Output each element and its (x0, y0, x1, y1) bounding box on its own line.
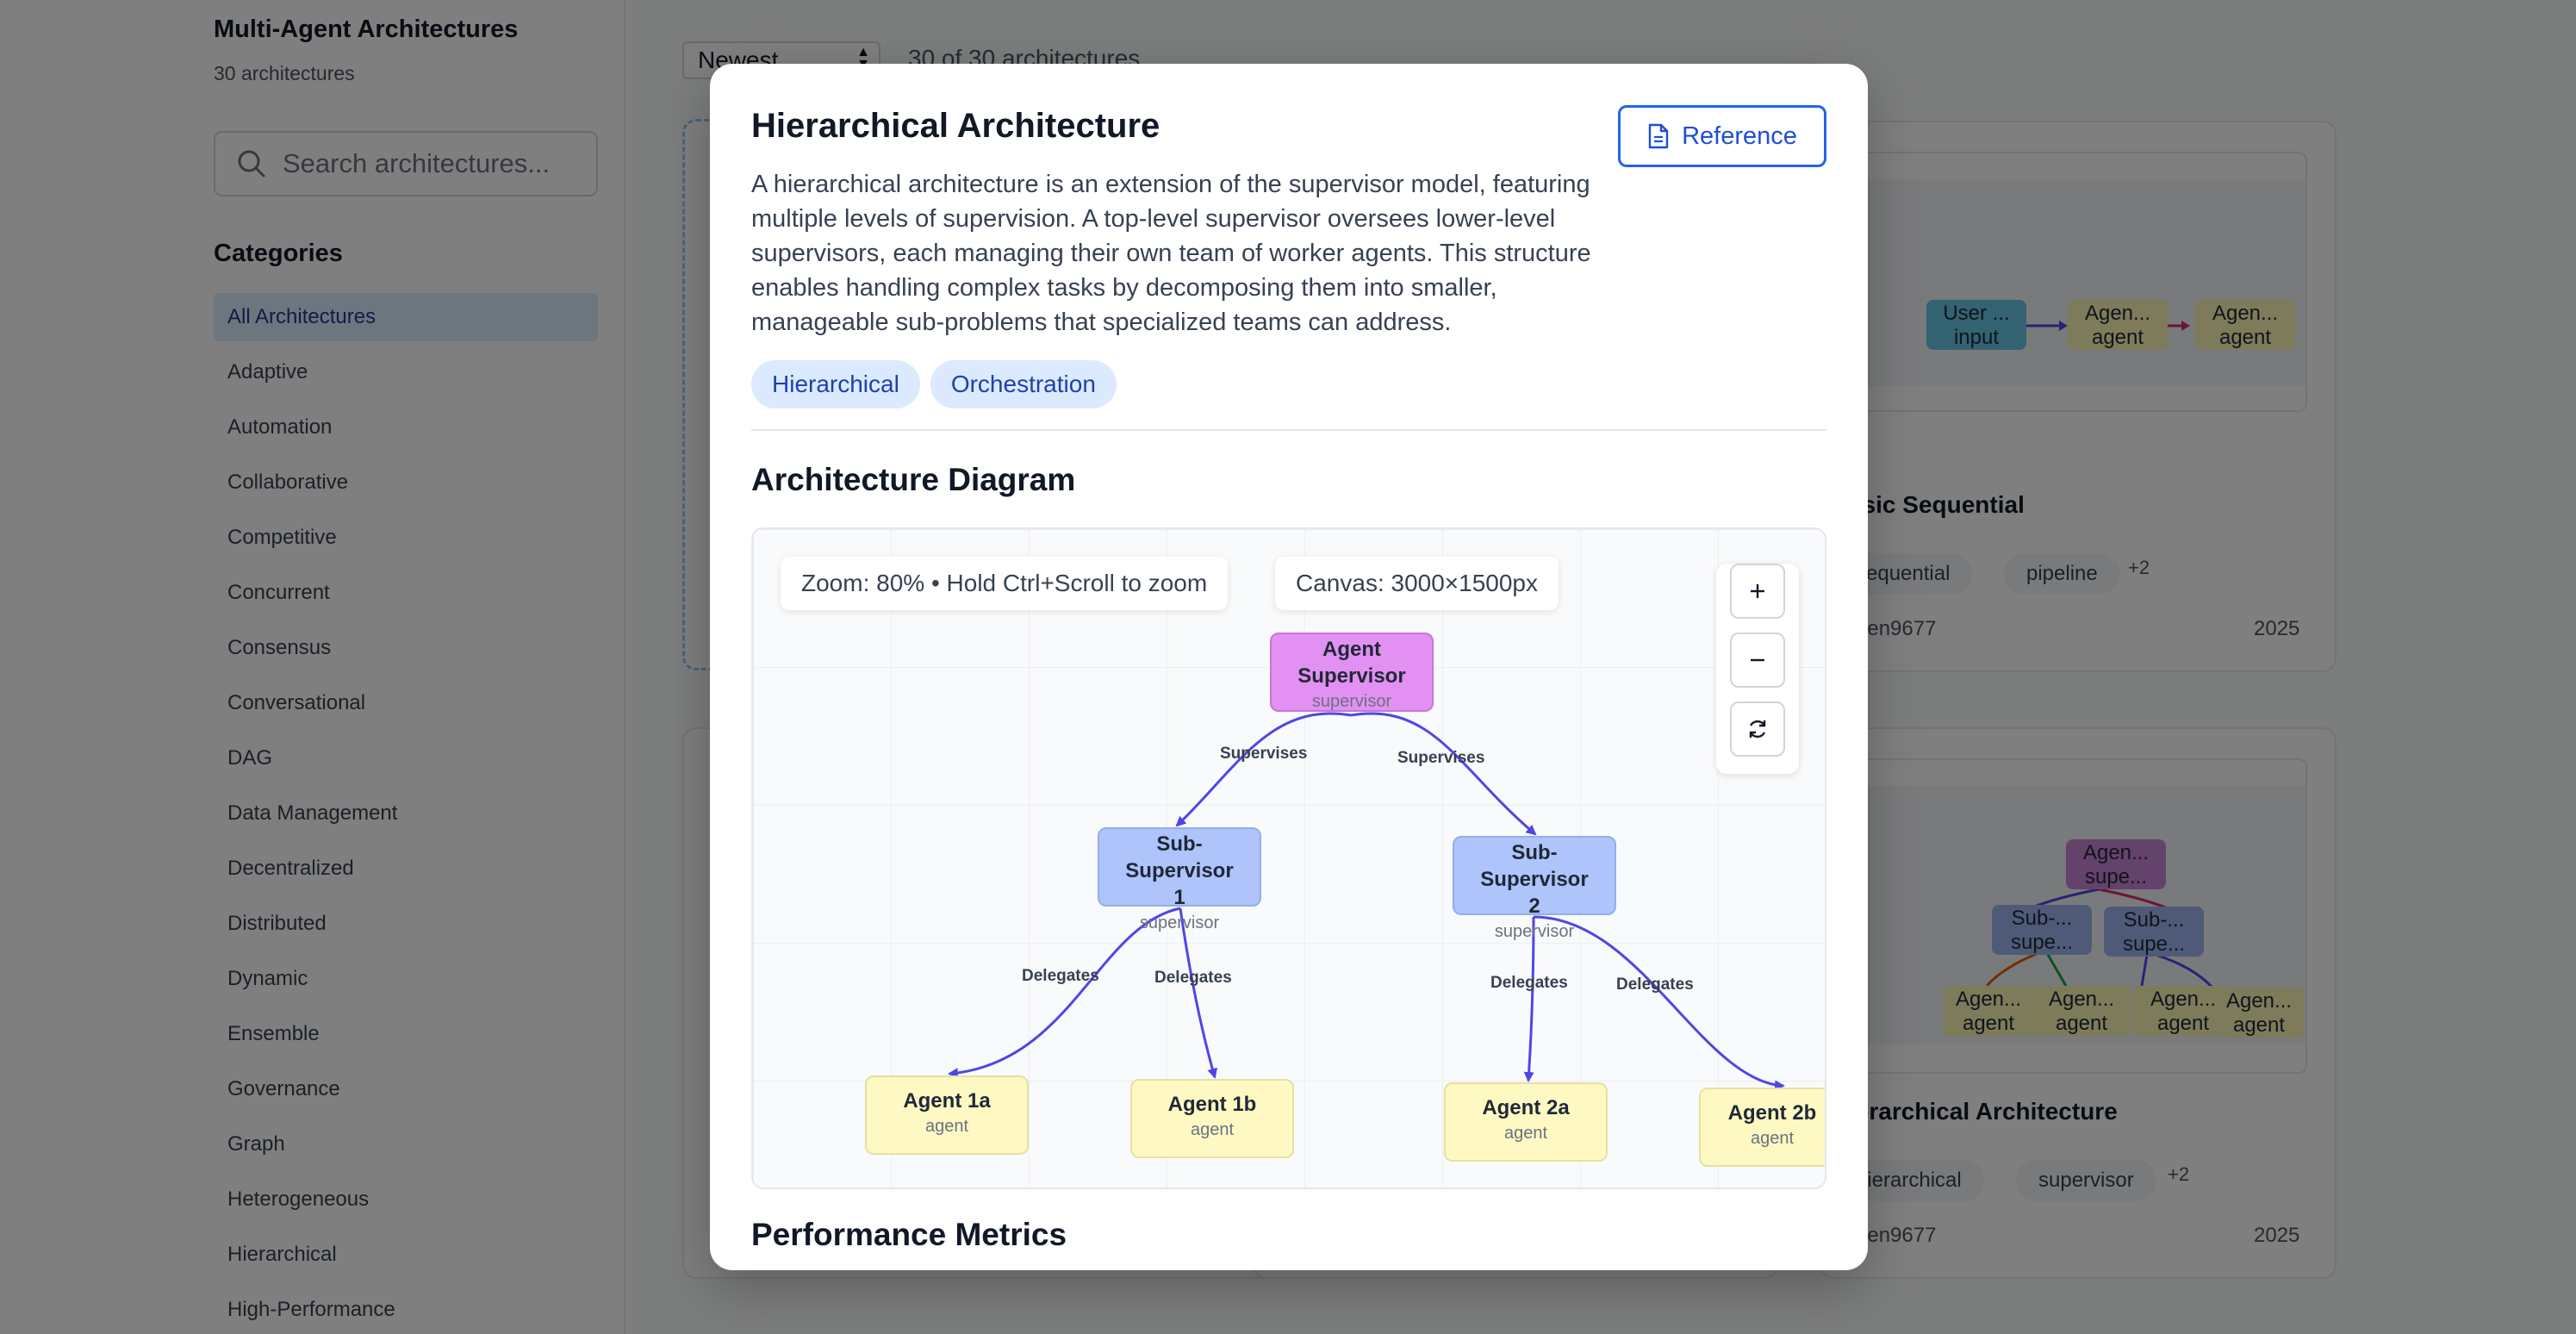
node-sub-supervisor-2[interactable] (1453, 836, 1616, 941)
edge-supervises-2 (1351, 714, 1535, 834)
node-type: agent (1750, 1129, 1795, 1148)
node-agent-1a[interactable] (865, 1075, 1029, 1155)
architecture-modal (710, 64, 1868, 1270)
canvas-info: Canvas: 3000×1500px (1275, 557, 1559, 610)
edge-label: Delegates (1154, 969, 1232, 987)
metrics-heading: Performance Metrics (751, 1217, 1067, 1252)
edge-label: Supervises (1220, 745, 1308, 763)
node-name: Agent 2b (1727, 1101, 1817, 1125)
refresh-icon (1745, 717, 1770, 741)
zoom-out-button[interactable] (1730, 633, 1785, 688)
node-type: agent (1190, 1120, 1235, 1139)
node-name: Sub-Supervisor 1 (1125, 832, 1234, 909)
modal-title: Hierarchical Architecture (751, 107, 1160, 145)
node-agent-2a[interactable] (1444, 1082, 1608, 1162)
edge-label: Supervises (1397, 749, 1485, 767)
node-name: Agent 2a (1482, 1096, 1570, 1119)
zoom-in-button[interactable] (1730, 564, 1785, 619)
modal-tags (751, 360, 1117, 408)
plus-icon (1747, 581, 1768, 602)
node-name: Agent 1b (1167, 1093, 1257, 1116)
modal-description: A hierarchical architecture is an extension of the supervisor model, featuring multiple levels of supervision. A top-level supervisor oversees lower-level supervisors, each managing their own team of worker agents. This structure enables handling complex tasks by decomposing them into smaller, manageable sub-problems that specialized teams can address. (751, 171, 1591, 336)
zoom-controls (1716, 564, 1799, 774)
reference-label: Reference (1682, 122, 1797, 150)
node-type: supervisor (1311, 692, 1392, 711)
edge-label: Delegates (1616, 976, 1694, 994)
minus-icon (1747, 650, 1768, 670)
node-type: agent (1503, 1124, 1548, 1143)
diagram-heading: Architecture Diagram (751, 462, 1076, 497)
node-agent-supervisor[interactable] (1270, 633, 1434, 712)
reference-button[interactable] (1618, 105, 1826, 167)
reset-zoom-button[interactable] (1730, 701, 1785, 757)
node-name: Agent Supervisor (1297, 638, 1406, 688)
modal-tag: Hierarchical (751, 360, 920, 408)
node-type: supervisor (1139, 913, 1220, 932)
node-type: agent (924, 1117, 969, 1136)
node-agent-1b[interactable] (1130, 1079, 1294, 1158)
zoom-info: Zoom: 80% • Hold Ctrl+Scroll to zoom (781, 557, 1228, 610)
node-name: Sub-Supervisor 2 (1480, 841, 1589, 918)
document-icon (1647, 123, 1670, 149)
edge-label: Delegates (1022, 967, 1099, 985)
edge-supervises-1 (1177, 714, 1351, 826)
node-agent-2b[interactable] (1699, 1088, 1826, 1167)
node-sub-supervisor-1[interactable] (1098, 827, 1261, 932)
divider (751, 429, 1826, 431)
node-type: supervisor (1494, 922, 1575, 941)
diagram-canvas[interactable] (751, 527, 1826, 1189)
modal-tag: Orchestration (930, 360, 1117, 408)
edge-label: Delegates (1490, 974, 1568, 992)
node-name: Agent 1a (903, 1089, 991, 1113)
